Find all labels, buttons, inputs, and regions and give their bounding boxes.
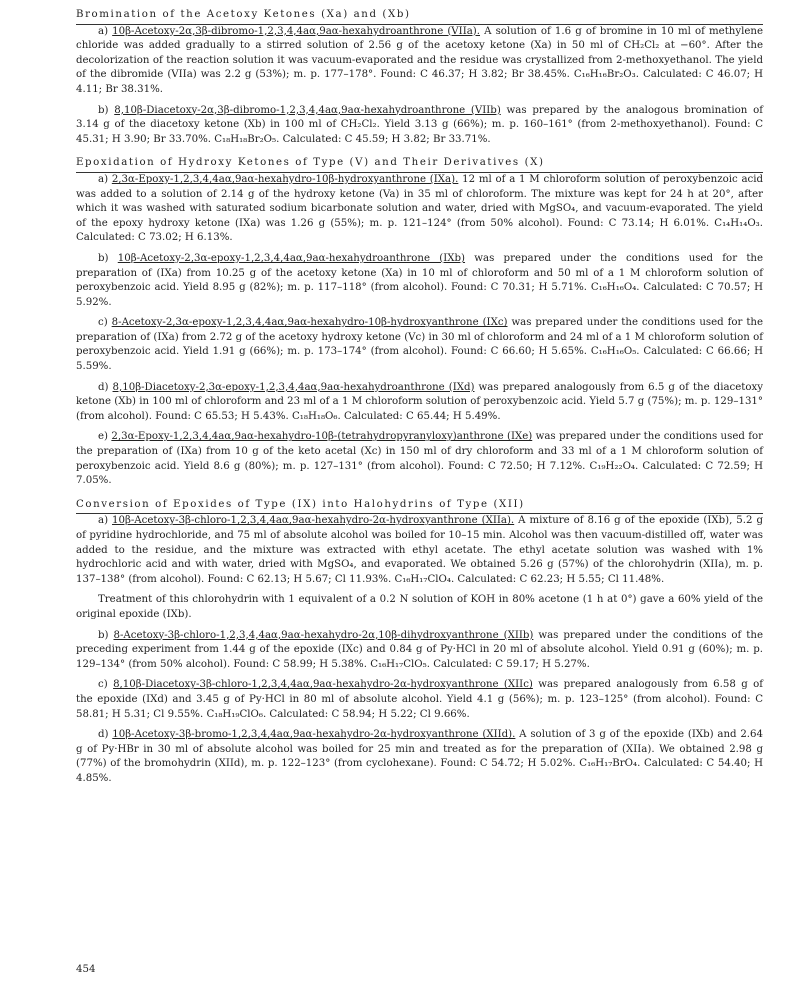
item-label: c) <box>98 679 114 691</box>
paragraph <box>76 381 763 425</box>
paragraph <box>76 593 763 622</box>
paragraph-text: was prepared analogously from 6.58 g of the epoxide (IXd) and 3.45 g of Py·HCl in 80 ml of absolute alcohol. Yield 4.1 g (56%); m. p. 123–125° (from alcohol). Found: C 58.81; H 5.31; Cl 9.55%. C₁₈H₁₉ClO₆. Calculated: C 58.94; H 5.22; Cl 9.66%. <box>76 679 764 720</box>
page-number: 454 <box>76 964 96 975</box>
paragraph <box>76 316 763 374</box>
section-bromination <box>76 8 763 147</box>
paragraph-text: Treatment of this chlorohydrin with 1 equivalent of a 0.2 N solution of KOH in 80% acetone (1 h at 0°) gave a 60% yield of the original epoxide (IXb). <box>76 594 763 620</box>
section-epoxidation <box>76 156 763 488</box>
paragraph-text: 12 ml of a 1 M chloroform solution of peroxybenzoic acid was added to a solution of 2.14 g of the hydroxy ketone (Va) in 35 ml of chloroform. The mixture was kept for 24 h at 20°, after which it was washed with saturated sodium bicarbonate solution and water, dried with MgSO₄, and vacuum-evaporated. The yield of the epoxy hydroxy ketone (IXa) was 1.26 g (55%); m. p. 121–124° (from 50% alcohol). Found: C 73.14; H 6.01%. C₁₄H₁₄O₃. Calculated: C 73.02; H 6.13%. <box>76 173 763 244</box>
compound-name: 2,3α-Epoxy-1,2,3,4,4aα,9aα-hexahydro-10β-(tetrahydropyranyloxy)anthrone (IXe) <box>111 431 533 443</box>
compound-name: 10β-Acetoxy-2,3α-epoxy-1,2,3,4,4aα,9aα-hexahydroanthrone (IXb) <box>117 252 466 264</box>
paragraph <box>76 728 763 786</box>
item-label: c) <box>98 317 112 329</box>
paragraph <box>76 25 763 98</box>
section-heading: Epoxidation of Hydroxy Ketones of Type (V) and Their Derivatives (X) <box>76 157 545 169</box>
paragraph-text: A mixture of 8.16 g of the epoxide (IXb), 5.2 g of pyridine hydrochloride, and 75 ml of absolute alcohol was boiled for 10–15 min. Alcohol was then vacuum-distilled off, water was added to the residue, and the mixture was extracted with ethyl acetate. The ethyl acetate solution was washed with 1% hydrochloric acid and with water, dried with MgSO₄, and evaporated. We obtained 5.26 g (57%) of the chlorohydrin (XIIa), m. p. 137–138° (from alcohol). Found: C 62.13; H 5.67; Cl 11.93%. C₁₆H₁₇ClO₄. Calculated: C 62.23; H 5.55; Cl 11.48%. <box>76 515 763 585</box>
section-heading: Bromination of the Acetoxy Ketones (Xa) and (Xb) <box>76 9 411 20</box>
item-label: d) <box>98 381 113 393</box>
paragraph <box>76 173 763 246</box>
paragraph <box>76 514 763 587</box>
item-label: a) <box>98 173 112 185</box>
item-label: a) <box>98 25 113 37</box>
section-conversion <box>76 498 763 787</box>
paragraph-text: A solution of 3 g of the epoxide (IXb) and 2.64 g of Py·HBr in 30 ml of absolute alcohol was boiled for 25 min and treated as for the preparation of (XIIa). We obtained 2.98 g (77%) of the bromohydrin (XIId), m. p. 122–123° (from cyclohexane). Found: C 54.72; H 5.02%. C₁₆H₁₇BrO₄. Calculated: C 54.40; H 4.85%. <box>76 729 764 784</box>
compound-name: 10β-Acetoxy-3β-chloro-1,2,3,4,4aα,9aα-hexahydro-2α-hydroxyanthrone (XIIa). <box>112 515 515 527</box>
paragraph-text: was prepared under the conditions used for the preparation of (IXa) from 10.25 g of the acetoxy ketone (Xa) in 10 ml of chloroform and 50 ml of a 1 M chloroform solution of peroxybenzoic acid. Yield 8.95 g (82%); m. p. 117–118° (from alcohol). Found: C 70.31; H 5.71%. C₁₆H₁₆O₄. Calculated: C 70.57; H 5.92%. <box>76 252 763 308</box>
paragraph <box>76 430 763 488</box>
paragraph-text: was prepared by the analogous bromination of 3.14 g of the diacetoxy ketone (Xb) in 100 ml of CH₂Cl₂. Yield 3.13 g (66%); m. p. 160–161° (from 2-methoxyethanol). Found: C 45.31; H 3.90; Br 33.70%. C₁₈H₁₈Br₂O₅. Calculated: C 45.59; H 3.82; Br 33.71%. <box>76 104 763 145</box>
compound-name: 10β-Acetoxy-3β-bromo-1,2,3,4,4aα,9aα-hexahydro-2α-hydroxyanthrone (XIId). <box>112 729 516 741</box>
item-label: e) <box>98 431 112 443</box>
paragraph-text: was prepared under the conditions of the preceding experiment from 1.44 g of the epoxide (IXc) and 0.84 g of Py·HCl in 20 ml of absolute alcohol. Yield 0.91 g (60%); m. p. 129–134° (from 50% alcohol). Found: C 58.99; H 5.38%. C₁₆H₁₇ClO₅. Calculated: C 59.17; H 5.27%. <box>76 629 763 670</box>
item-label: d) <box>98 729 113 741</box>
paragraph <box>76 252 763 310</box>
paragraph-text: A solution of 1.6 g of bromine in 10 ml of methylene chloride was added gradually to a stirred solution of 2.56 g of the acetoxy ketone (Xa) in 50 ml of CH₂Cl₂ at −60°. After the decolorization of the reaction solution it was vacuum-evaporated and the residue was crystallized from 2-methoxyethanol. The yield of the dibromide (VIIa) was 2.2 g (53%); m. p. 177–178°. Found: C 46.37; H 3.82; Br 38.45%. C₁₆H₁₆Br₂O₃. Calculated: C 46.07; H 4.11; Br 38.31%. <box>76 25 763 95</box>
item-label: a) <box>98 515 113 527</box>
paragraph <box>76 678 763 722</box>
item-label: b) <box>98 252 118 264</box>
paragraph-text: was prepared under the conditions used for the preparation of (IXa) from 2.72 g of the acetoxy hydroxy ketone (Vc) in 30 ml of chloroform and 24 ml of a 1 M chloroform solution of peroxybenzoic acid. Yield 1.91 g (66%); m. p. 173–174° (from alcohol). Found: C 66.60; H 5.65%. C₁₆H₁₆O₅. Calculated: C 66.66; H 5.59%. <box>76 317 764 373</box>
paragraph-text: was prepared analogously from 6.5 g of the diacetoxy ketone (Xb) in 100 ml of chloroform and 23 ml of a 1 M chloroform solution of peroxybenzoic acid. Yield 5.7 g (75%); m. p. 129–131° (from alcohol). Found: C 65.53; H 5.43%. C₁₈H₁₈O₆. Calculated: C 65.44; H 5.49%. <box>76 381 763 422</box>
compound-name: 8,10β-Diacetoxy-2,3α-epoxy-1,2,3,4,4aα,9aα-hexahydroanthrone (IXd) <box>112 381 475 393</box>
section-heading: Conversion of Epoxides of Type (IX) into Halohydrins of Type (XII) <box>76 498 525 510</box>
compound-name: 2,3α-Epoxy-1,2,3,4,4aα,9aα-hexahydro-10β-hydroxyanthrone (IXa). <box>111 173 459 185</box>
paragraph-text: was prepared under the conditions used for the preparation of (IXa) from 10 g of the keto acetal (Xc) in 150 ml of dry chloroform and 33 ml of a 1 M chloroform solution of peroxybenzoic acid. Yield 8.6 g (80%); m. p. 127–131° (from alcohol). Found: C 72.50; H 7.12%. C₁₉H₂₂O₄. Calculated: C 72.59; H 7.05%. <box>76 431 764 487</box>
item-label: b) <box>98 104 115 116</box>
compound-name: 8,10β-Diacetoxy-2α,3β-dibromo-1,2,3,4,4aα,9aα-hexahydroanthrone (VIIb) <box>114 104 501 116</box>
compound-name: 8-Acetoxy-2,3α-epoxy-1,2,3,4,4aα,9aα-hexahydro-10β-hydroxyanthrone (IXc) <box>111 317 508 329</box>
compound-name: 8,10β-Diacetoxy-3β-chloro-1,2,3,4,4aα,9aα-hexahydro-2α-hydroxyanthrone (XIIc) <box>113 679 533 691</box>
paragraph <box>76 629 763 673</box>
paragraph <box>76 104 763 148</box>
compound-name: 8-Acetoxy-3β-chloro-1,2,3,4,4aα,9aα-hexahydro-2α,10β-dihydroxyanthrone (XIIb) <box>113 629 534 641</box>
compound-name: 10β-Acetoxy-2α,3β-dibromo-1,2,3,4,4aα,9aα-hexahydroanthrone (VIIa). <box>112 25 481 37</box>
item-label: b) <box>98 629 114 641</box>
